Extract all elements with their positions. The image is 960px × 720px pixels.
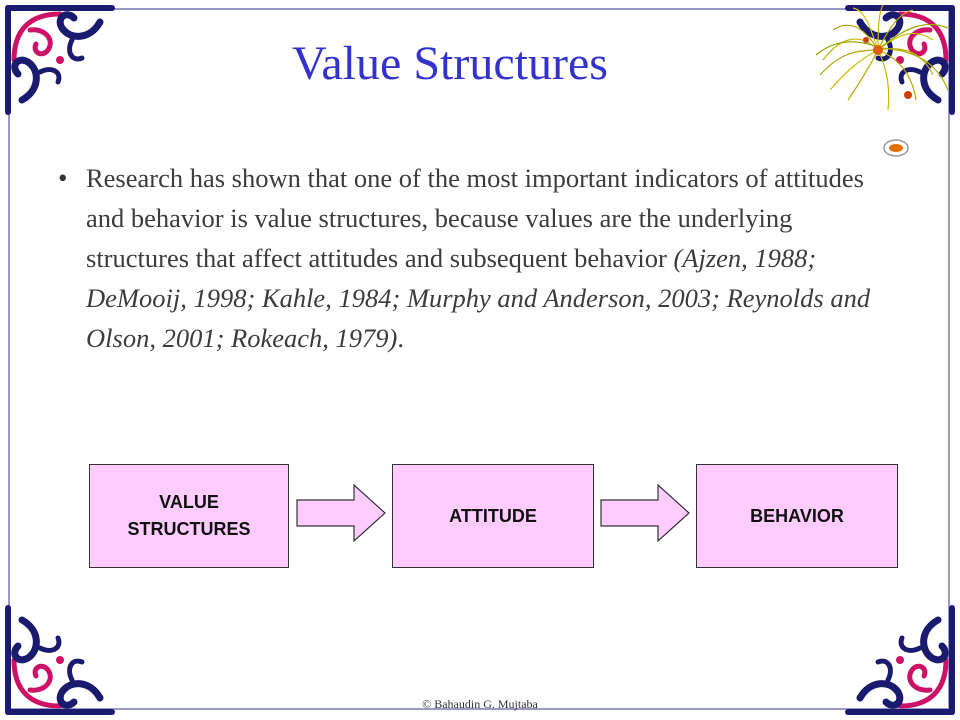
footer-copyright: © Bahaudin G. Mujtaba (422, 697, 538, 711)
behavior-label: BEHAVIOR (750, 505, 844, 526)
value-structures-box (89, 464, 289, 568)
value-structures-label-line2: STRUCTURES (127, 519, 251, 539)
bullet-end: . (397, 323, 404, 353)
behavior-box (696, 464, 898, 568)
value-structures-label-line1: VALUE (159, 492, 219, 512)
bullet-citation: (Ajzen, 1988; DeMooij, 1998; Kahle, 1984; Murphy and Anderson, 2003; Reynolds and Olson, 2001; Rokeach, 1979) (86, 243, 871, 353)
attitude-box (392, 464, 594, 568)
arrow-right-icon (296, 484, 386, 542)
page-title: Value Structures (292, 37, 608, 90)
bullet-body: Research has shown that one of the most important indicators of attitudes and behavior is value structures, because values are the underlying structures that affect attitudes and subsequent behavior (86, 163, 864, 273)
bullet-text (86, 158, 886, 358)
arrow-right-icon (600, 484, 690, 542)
bullet-icon: • (58, 163, 68, 193)
attitude-label: ATTITUDE (449, 505, 537, 526)
